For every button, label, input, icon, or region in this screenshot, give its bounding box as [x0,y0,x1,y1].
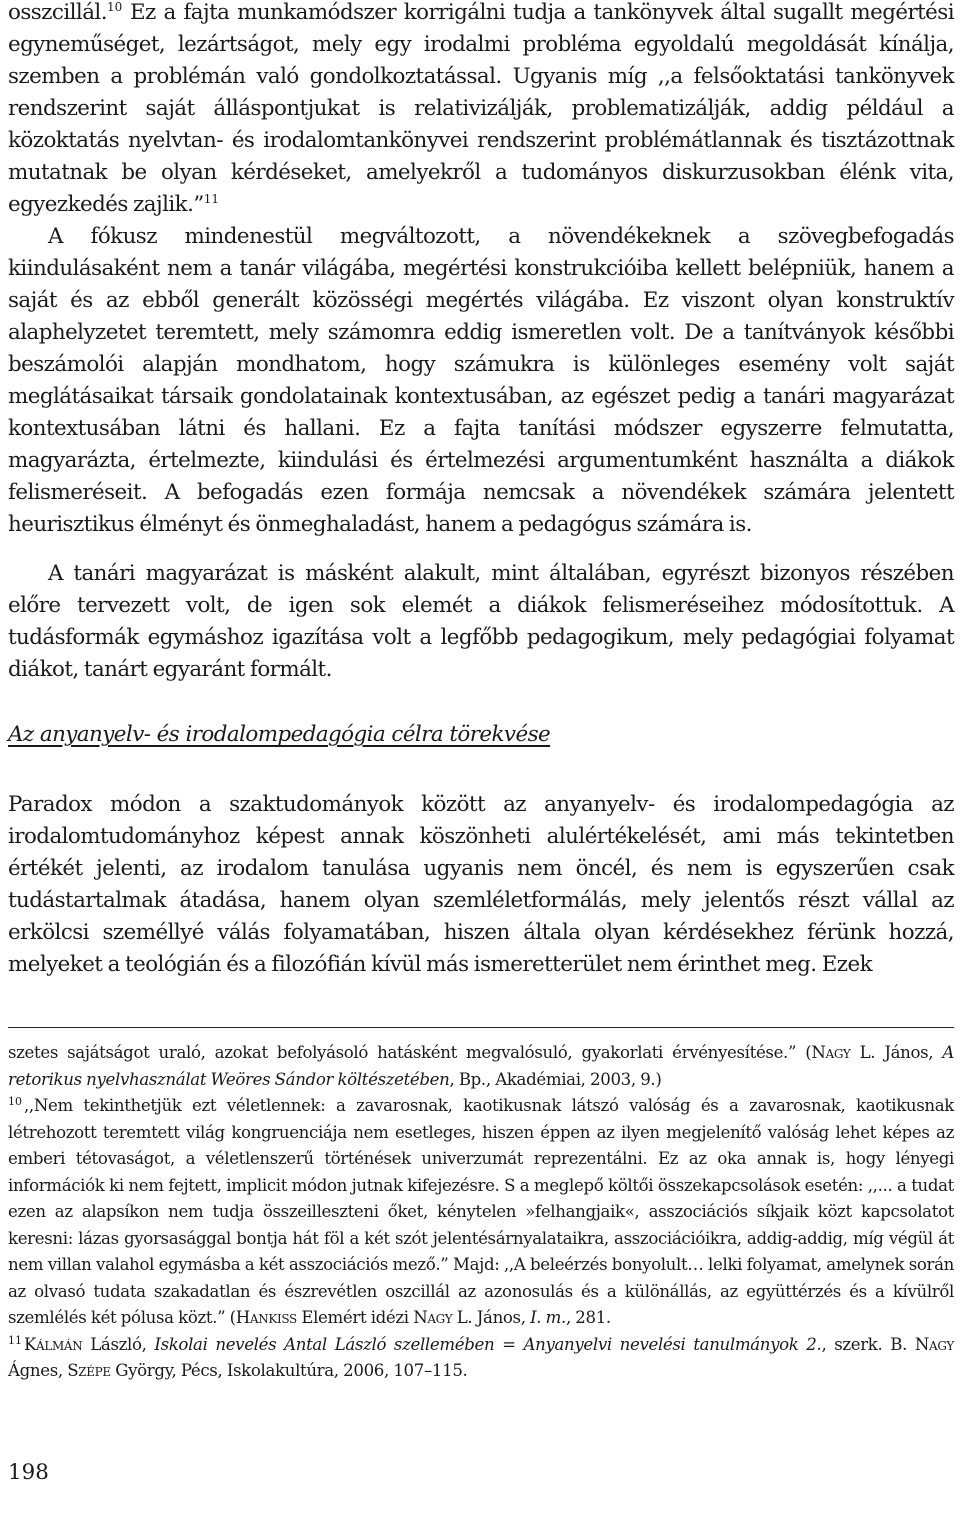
book-title: Iskolai nevelés Antal László szellemében = Anyanyelvi nevelési tanulmányok 2. [154,1334,822,1354]
footnote-text: György, Pécs, Iskolakultúra, 2006, 107–115. [110,1361,468,1380]
footnote-continuation [8,1040,954,1093]
paragraph-1 [8,0,954,221]
footnote-text: , Bp., Akadémiai, 2003, 9.) [449,1069,662,1089]
footnote-text: L. János, [850,1043,943,1062]
book-title: A retorikus nyelvhasználat Weöres Sándor költészetében [8,1043,954,1089]
footnote-text: Elemért idézi [296,1308,414,1327]
author-name: Nagy [413,1308,453,1327]
author-name: Hankiss [235,1308,297,1327]
author-name: Nagy [811,1043,851,1062]
paragraph-2: A fókusz mindenestül megváltozott, a növendékeknek a szövegbefogadás kiindulásaként nem a tanár világába, megértési konstrukcióiba kellett belépniük, hanem a saját és az ebből generált közösségi megértés világába. Ez viszont olyan konstruktív alaphelyzetet teremtett, mely számomra eddig ismeretlen volt. De a tanítványok későbbi beszámolói alapján mondhatom, hogy számukra is különleges esemény volt saját meglátásaikat társaik gondolatainak kontextusában, az egészet pedig a tanári magyarázat kontextusában látni és hallani. Ez a fajta tanítási módszer egyszerre felmutatta, magyarázta, értelmezte, kiindulási és értelmezési argumentumként használta a diákok felismeréseit. A befogadás ezen formája nemcsak a növendékek számára jelentett heurisztikus élményt és önmeghaladást, hanem a pedagógus számára is. [8,224,954,537]
footnote-ref-10[interactable]: 10 [106,0,123,14]
footnote-ref-11[interactable]: 11 [203,192,219,206]
footnote-number: 11 [8,1333,22,1347]
author-name: Nagy [914,1334,954,1354]
footnote-number: 10 [8,1095,22,1108]
footnote-10 [8,1093,954,1332]
footnote-11 [8,1332,954,1385]
footnote-separator [8,1027,954,1028]
footnote-text: szetes sajátságot uraló, azokat befolyásoló hatásként megvalósuló, gyakorlati érvényesítése.” ( [8,1043,812,1062]
footnote-text: L. János, [452,1308,531,1327]
footnote-text: , 281. [565,1308,611,1327]
page-number: 198 [8,1460,49,1485]
author-name: Kálmán [24,1334,83,1354]
paragraph-3: A tanári magyarázat is másként alakult, mint általában, egyrészt bizonyos részében előre tervezett volt, de igen sok elemét a diákok felismeréseihez módosítottuk. A tudásformák egymáshoz igazítása volt a legfőbb pedagogikum, mely pedagógiai folyamat diákot, tanárt egyaránt formált. [8,561,954,682]
section-heading: Az anyanyelv- és irodalompedagógia célra törekvése [8,722,551,747]
footnote-text: László, [82,1334,155,1354]
footnote-text: , szerk. B. [821,1334,915,1354]
author-name: Szépe [67,1361,111,1380]
paragraph-4: Paradox módon a szaktudományok között az anyanyelv- és irodalompedagógia az irodalomtudományhoz képest annak köszönheti alulértékelését, ami más tekintetben értékét jelenti, az irodalom tanulása ugyanis nem öncél, és nem is egyszerűen csak tudástartalmak átadása, hanem olyan szemléletformálás, mely jelentős részt vállal az erkölcsi személlyé válás folyamatában, hiszen általa olyan kérdésekhez férünk hozzá, melyeket a teológián és a filozófián kívül más ismeretterület nem érinthet meg. Ezek [8,792,954,977]
citation-abbrev: I. m. [530,1308,566,1327]
footnotes [8,1040,954,1385]
footnote-text: ,,Nem tekinthetjük ezt véletlennek: a zavarosnak, kaotikusnak látszó valóság és a zavarosnak, kaotikusnak létrehozott teremtett világ kongruenciája nem esetleges, hiszen éppen az ilyen megjelenítő valóság lehet képes az emberi tétovaságot, a véletlenszerű történések univerzumát reprezentálni. Ez az oka annak is, hogy lényegi információk ki nem fejtett, implicit módon jutnak kifejezésre. S a meglepő költői összekapcsolások esetén: ,,... a tudat ezen az alapsíkon nem tudja összeilleszteni őket, kénytelen »felhangjaik«, asszociációs síkjaik közt kapcsolatot keresni: lázas gyorsasággal bontja hát föl a két szót jelentésárnyalataikra, asszociációikra, addig-addig, míg végül át nem villan valahol egymásba a két asszociációs mező.” Majd: ,,A beleérzés bonyolult… lelki folyamat, amelynek során az olvasó tudata szakadatlan és észrevétlen oszcillál az azonosulás és a különállás, az együttérzés és a kívülről szemlélés két pólusa közt.” ( [8,1096,954,1327]
paragraph-1-text: Ez a fajta munkamódszer korrigálni tudja a tankönyvek által sugallt megértési egyneműséget, lezártságot, mely egy irodalmi probléma egyoldalú megoldását kínálja, szemben a problémán való gondolkoztatással. Ugyanis míg ,,a felsőoktatási tankönyvek rendszerint saját álláspontjukat is relativizálják, problematizálják, addig például a közoktatás nyelvtan- és irodalomtankönyvei rendszerint problémátlannak és tisztázottnak mutatnak be olyan kérdéseket, amelyekről a tudományos diskurzusokban élénk vita, egyezkedés zajlik.” [8,0,954,217]
footnote-text: Ágnes, [8,1361,68,1380]
paragraph-1-start: osszcillál. [8,0,107,25]
